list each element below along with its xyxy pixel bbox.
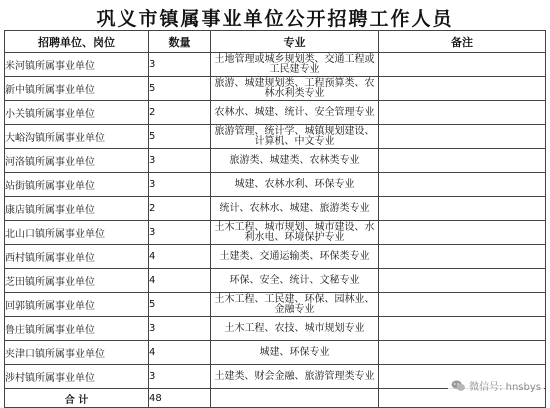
major-cell: 土建类、交通运输类、环保类专业 (211, 245, 379, 269)
quantity-cell: 3 (149, 221, 211, 245)
quantity-cell: 3 (149, 173, 211, 197)
unit-cell: 河洛镇所属事业单位 (5, 149, 149, 173)
quantity-cell: 3 (149, 149, 211, 173)
table-header-row (5, 31, 546, 53)
unit-cell: 新中镇所属事业单位 (5, 77, 149, 101)
quantity-cell: 5 (149, 293, 211, 317)
unit-cell: 西村镇所属事业单位 (5, 245, 149, 269)
unit-cell: 康店镇所属事业单位 (5, 197, 149, 221)
major-cell: 城建、农林水利、环保专业 (211, 173, 379, 197)
table-row (5, 101, 546, 125)
major-cell: 土木工程、工民建、环保、园林业、金融专业 (211, 293, 379, 317)
quantity-cell: 2 (149, 197, 211, 221)
quantity-cell: 5 (149, 77, 211, 101)
wechat-icon (451, 380, 466, 392)
unit-cell: 米河镇所属事业单位 (5, 53, 149, 77)
total-quantity: 48 (149, 389, 211, 408)
note-cell (379, 197, 546, 221)
unit-cell: 小关镇所属事业单位 (5, 101, 149, 125)
note-cell (379, 269, 546, 293)
quantity-cell: 3 (149, 365, 211, 389)
page-title: 巩义市镇属事业单位公开招聘工作人员 (96, 8, 454, 30)
quantity-cell: 4 (149, 341, 211, 365)
total-label: 合 计 (5, 389, 149, 408)
note-cell (379, 77, 546, 101)
note-cell (379, 125, 546, 149)
header-quantity: 数量 (149, 31, 211, 53)
major-cell: 土木工程、城市规划、城市建设、水利水电、环境保护专业 (211, 221, 379, 245)
table-row (5, 245, 546, 269)
table-row (5, 317, 546, 341)
recruitment-table (4, 30, 546, 408)
note-cell (379, 341, 546, 365)
total-major-cell (211, 389, 379, 408)
major-cell: 环保、安全、统计、文秘专业 (211, 269, 379, 293)
unit-cell: 站街镇所属事业单位 (5, 173, 149, 197)
quantity-cell: 3 (149, 53, 211, 77)
table-row (5, 77, 546, 101)
major-cell: 旅游类、城建类、农林类专业 (211, 149, 379, 173)
note-cell (379, 245, 546, 269)
watermark-text: 微信号: hnsbys (469, 382, 541, 393)
table-row (5, 53, 546, 77)
header-unit: 招聘单位、岗位 (5, 31, 149, 53)
major-cell: 农林水、城建、统计、安全管理专业 (211, 101, 379, 125)
wechat-watermark (448, 377, 544, 394)
quantity-cell: 5 (149, 125, 211, 149)
table-body (5, 53, 546, 389)
header-major: 专业 (211, 31, 379, 53)
major-cell: 统计、农林水、城建、旅游类专业 (211, 197, 379, 221)
unit-cell: 芝田镇所属事业单位 (5, 269, 149, 293)
major-cell: 城建、环保专业 (211, 341, 379, 365)
note-cell (379, 101, 546, 125)
major-cell: 旅游、城建规划类、工程预算类、农林水利类专业 (211, 77, 379, 101)
unit-cell: 鲁庄镇所属事业单位 (5, 317, 149, 341)
note-cell (379, 173, 546, 197)
unit-cell: 回郭镇所属事业单位 (5, 293, 149, 317)
unit-cell: 大峪沟镇所属事业单位 (5, 125, 149, 149)
major-cell: 土木工程、农技、城市规划专业 (211, 317, 379, 341)
table-row (5, 125, 546, 149)
major-cell: 土地管理或城乡规划类、交通工程或工民建专业 (211, 53, 379, 77)
unit-cell: 夹津口镇所属事业单位 (5, 341, 149, 365)
note-cell (379, 293, 546, 317)
table-row (5, 197, 546, 221)
unit-cell: 涉村镇所属事业单位 (5, 365, 149, 389)
table-row (5, 341, 546, 365)
table-row (5, 269, 546, 293)
quantity-cell: 4 (149, 269, 211, 293)
table-row (5, 173, 546, 197)
table-row (5, 293, 546, 317)
quantity-cell: 2 (149, 101, 211, 125)
header-note: 备注 (379, 31, 546, 53)
table-row (5, 221, 546, 245)
major-cell: 土建类、财会金融、旅游管理类专业 (211, 365, 379, 389)
quantity-cell: 3 (149, 317, 211, 341)
note-cell (379, 149, 546, 173)
quantity-cell: 4 (149, 245, 211, 269)
unit-cell: 北山口镇所属事业单位 (5, 221, 149, 245)
major-cell: 旅游管理、统计学、城镇规划建设、计算机、中文专业 (211, 125, 379, 149)
note-cell (379, 53, 546, 77)
note-cell (379, 317, 546, 341)
note-cell (379, 221, 546, 245)
table-row (5, 149, 546, 173)
